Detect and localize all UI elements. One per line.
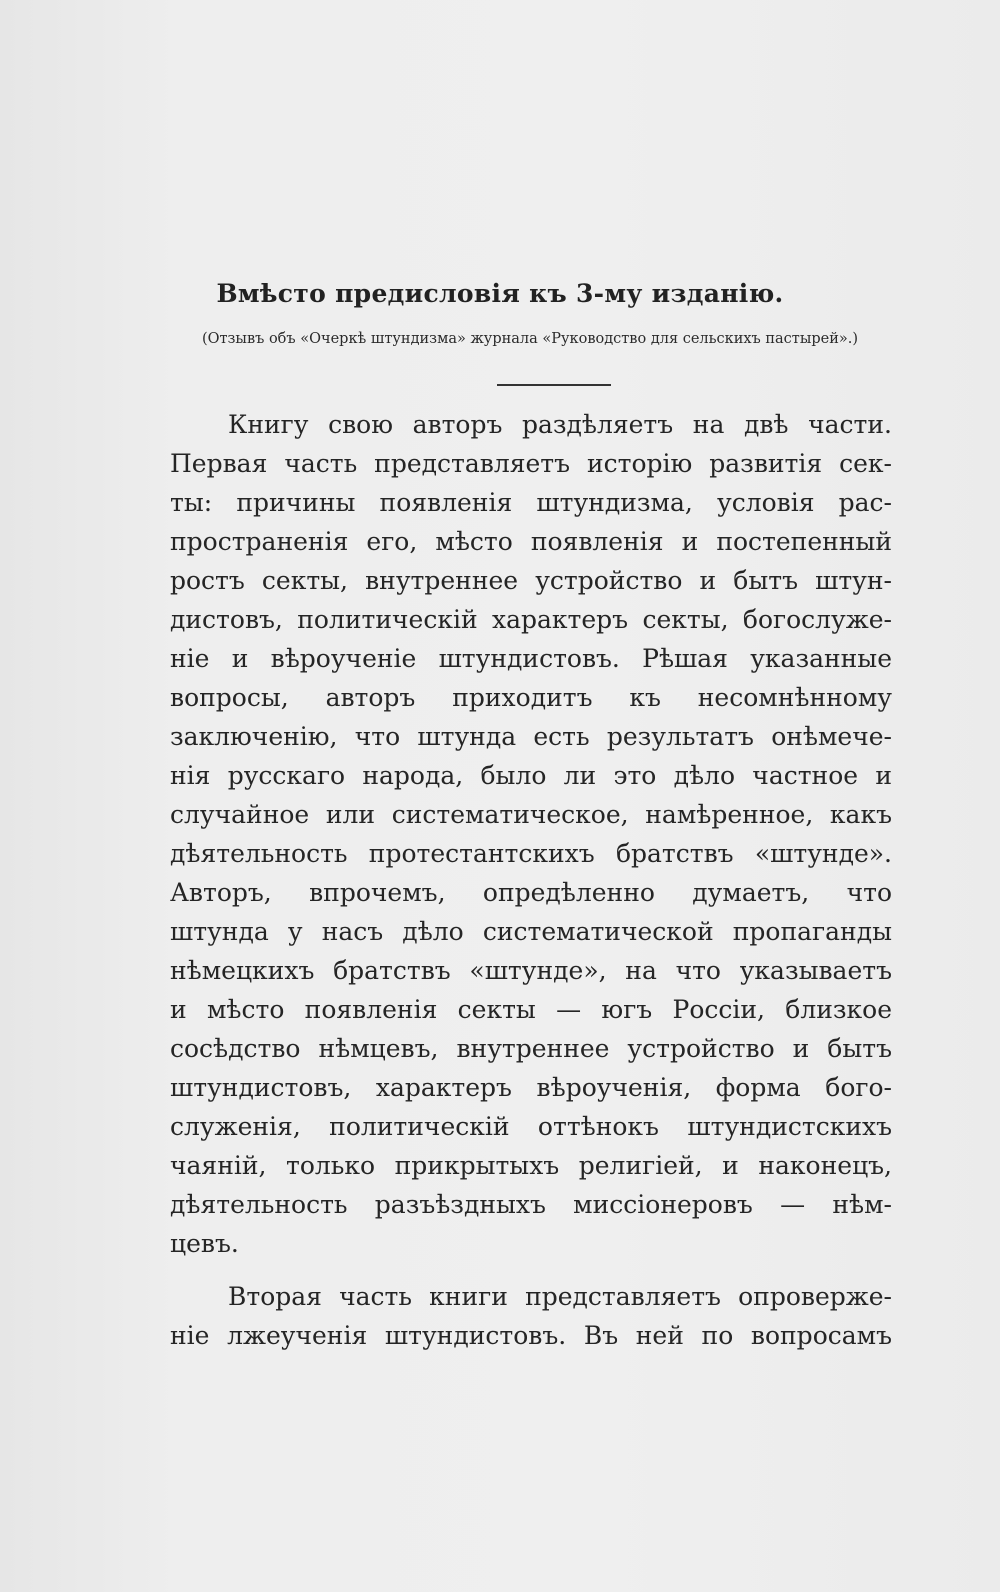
paragraph-1 (170, 405, 892, 1263)
paragraph-2 (170, 1277, 892, 1355)
section-subheading: (Отзывъ объ «Очеркѣ штундизма» журнала «Руководство для сельскихъ пастырей».) (201, 331, 859, 347)
body-text (170, 405, 892, 1355)
text-line: Вторая часть книги представляетъ опроверже- (228, 1282, 892, 1311)
text-line: и мѣсто появленія секты — югъ Россіи, близкое (170, 995, 892, 1024)
text-line: цевъ. (170, 1229, 239, 1258)
text-line: ніе и вѣроученіе штундистовъ. Рѣшая указанные (170, 644, 892, 673)
text-line: нѣмецкихъ братствъ «штунде», на что указываетъ (170, 956, 892, 985)
text-line: дѣятельность протестантскихъ братствъ «штунде». (170, 839, 892, 868)
text-line: дѣятельность разъѣздныхъ миссіонеровъ — нѣм- (170, 1190, 892, 1219)
text-line: нія русскаго народа, было ли это дѣло частное и (170, 761, 892, 790)
text-line: штундистовъ, характеръ вѣроученія, форма бого- (170, 1073, 892, 1102)
text-line: служенія, политическій оттѣнокъ штундистскихъ (170, 1112, 892, 1141)
section-heading: Вмѣсто предисловія къ 3-му изданію. (216, 279, 784, 308)
heading-divider (497, 384, 611, 386)
text-line: ростъ секты, внутреннее устройство и бытъ штун- (170, 566, 892, 595)
text-line: сосѣдство нѣмцевъ, внутреннее устройство и бытъ (170, 1034, 892, 1063)
text-line: Первая часть представляетъ исторію развитія сек- (170, 449, 892, 478)
text-line: пространенія его, мѣсто появленія и постепенный (170, 527, 892, 556)
text-line: ніе лжеученія штундистовъ. Въ ней по вопросамъ (170, 1321, 892, 1350)
text-line: Авторъ, впрочемъ, опредѣленно думаетъ, что (170, 878, 892, 907)
text-line: чаяній, только прикрытыхъ религіей, и наконецъ, (170, 1151, 892, 1180)
text-line: ты: причины появленія штундизма, условія рас- (170, 488, 892, 517)
text-line: Книгу свою авторъ раздѣляетъ на двѣ части. (228, 410, 892, 439)
text-line: штунда у насъ дѣло систематической пропаганды (170, 917, 892, 946)
paragraph-gap (170, 1263, 892, 1277)
text-line: заключенію, что штунда есть результатъ онѣмече- (170, 722, 892, 751)
text-line: вопросы, авторъ приходитъ къ несомнѣнному (170, 683, 892, 712)
text-line: случайное или систематическое, намѣренное, какъ (170, 800, 892, 829)
text-line: дистовъ, политическій характеръ секты, богослуже- (170, 605, 892, 634)
